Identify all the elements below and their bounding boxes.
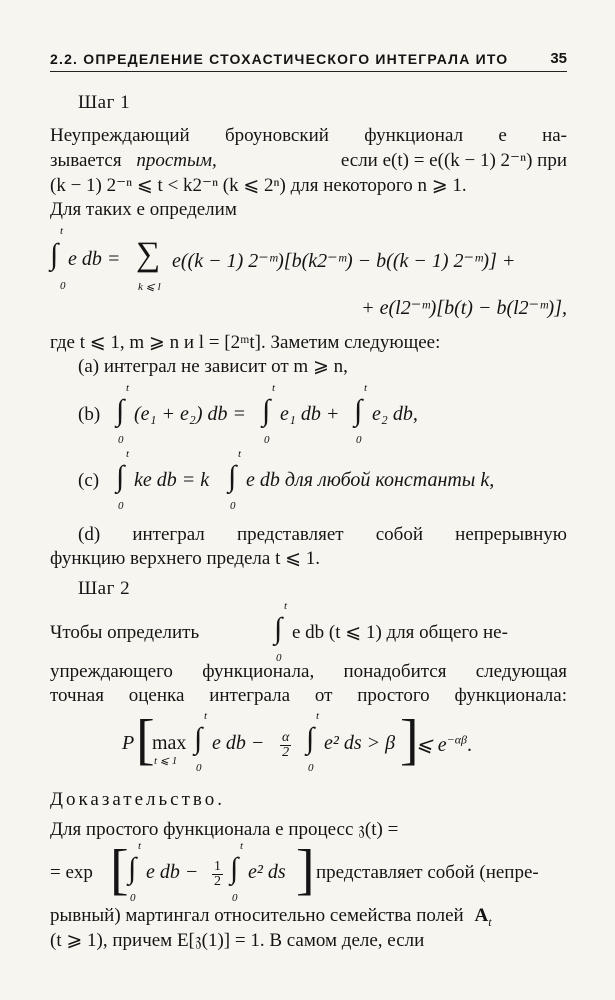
paragraph-4-line-4: (t ⩾ 1), причем E[𝔷(1)] = 1. В самом деле, если <box>50 930 425 951</box>
alpha-over-two: $\frac{\alpha}{2}$ <box>282 730 290 760</box>
probability-symbol: P <box>122 732 135 754</box>
property-b-term-2: e₁ db + <box>280 403 340 425</box>
integral-lower-limit: 0 <box>60 280 66 292</box>
paragraph-4-line-3: рывный) мартингал относительно семейства полей $A_t$ <box>50 905 492 929</box>
equation-lhs: e db = <box>68 248 121 270</box>
paragraph-3-line-2: упреждающего функционала, понадобится следующая <box>50 661 567 682</box>
right-bracket: ] <box>296 839 315 901</box>
equation-rhs-line-2: + e(l2⁻ᵐ)[b(t) − b(l2⁻ᵐ)], <box>361 297 567 319</box>
text-fragment: если e(t) = e((k − 1) 2⁻ⁿ) при <box>340 150 567 171</box>
chapter-title: 2.2. ОПРЕДЕЛЕНИЕ СТОХАСТИЧЕСКОГО ИНТЕГРАЛА ИТО <box>50 51 509 67</box>
paragraph-4-line-1: Для простого функционала e процесс 𝔷(t) = <box>50 819 399 840</box>
left-bracket: [ <box>110 839 129 901</box>
property-d-line-1: (d) интеграл представляет собой непрерывную <box>78 524 567 545</box>
exp-term-1: e db − <box>146 861 199 883</box>
text-fragment: = exp <box>50 862 93 883</box>
integral-sign: ∫ <box>50 238 59 271</box>
property-c-term-1: ke db = k <box>134 469 210 491</box>
equation-rhs-line-1: e((k − 1) 2⁻ᵐ)[b(k2⁻ᵐ) − b((k − 1) 2⁻ᵐ)] + <box>172 250 516 272</box>
inequality-rhs: ⩽ $e^{-\alpha\beta}$. <box>416 732 473 756</box>
property-c-label: (c) <box>78 470 100 491</box>
integral-sign: ∫ <box>116 460 125 493</box>
integral-sign: ∫ <box>194 722 203 755</box>
property-a: (a) интеграл не зависит от m ⩾ n, <box>78 356 348 377</box>
integral-sign: ∫ <box>262 394 271 427</box>
text-fragment: представляет собой (непре- <box>316 862 539 883</box>
summation-subscript: k ⩽ l <box>138 281 161 293</box>
max-subscript: t ⩽ 1 <box>154 755 178 767</box>
running-header <box>50 44 567 72</box>
left-bracket: [ <box>136 709 155 771</box>
summation-sign: ∑ <box>136 236 161 273</box>
inequality-term-1: e db − <box>212 732 265 754</box>
integral-sign: ∫ <box>306 722 315 755</box>
text-fragment: e db (t ⩽ 1) для общего не- <box>292 622 508 643</box>
paragraph-2-line-1: где t ⩽ 1, m ⩾ n и l = [2ᵐt]. Заметим следующее: <box>50 332 441 353</box>
exp-term-2: e² ds <box>248 861 286 883</box>
integral-sign: ∫ <box>228 460 237 493</box>
step-1-heading: Шаг 1 <box>78 92 131 113</box>
paragraph-1-line-2 <box>50 149 567 173</box>
inequality-term-2: e² ds > β <box>324 732 396 754</box>
property-b-label: (b) <box>78 404 101 425</box>
property-b-term-3: e₂ db, <box>372 403 418 425</box>
integral-sign: ∫ <box>354 394 363 427</box>
right-bracket: ] <box>400 709 419 771</box>
emphasized-term: простым, <box>136 150 217 171</box>
text-fragment: Чтобы определить <box>50 622 200 643</box>
max-operator: max <box>152 732 187 754</box>
property-b-term-1: (e₁ + e₂) db = <box>134 403 246 425</box>
property-d-line-2: функцию верхнего предела t ⩽ 1. <box>50 548 321 569</box>
integral-sign: ∫ <box>128 852 137 885</box>
integral-sign: ∫ <box>116 394 125 427</box>
paragraph-3-line-3: точная оценка интеграла от простого функционала: <box>50 685 567 706</box>
proof-heading: Доказательство. <box>50 789 225 810</box>
page-number: 35 <box>550 50 567 67</box>
paragraph-1-line-3: (k − 1) 2⁻ⁿ ⩽ t < k2⁻ⁿ (k ⩽ 2ⁿ) для некоторого n ⩾ 1. <box>50 175 467 196</box>
integral-sign: ∫ <box>274 612 283 645</box>
one-half: $\frac{1}{2}$ <box>214 859 221 889</box>
step-2-heading: Шаг 2 <box>78 578 131 599</box>
integral-upper-limit: t <box>60 225 64 237</box>
integral-sign: ∫ <box>230 852 239 885</box>
property-c-term-2: e db для любой константы k, <box>246 469 495 491</box>
paragraph-1-line-4: Для таких e определим <box>50 199 237 220</box>
book-page: 2.2. ОПРЕДЕЛЕНИЕ СТОХАСТИЧЕСКОГО ИНТЕГРАЛА ИТО 35 Шаг 1 Неупреждающий броуновский функционал e на- зывается простым, если e(t) = e((k − 1) 2⁻ⁿ) при (k − 1) 2⁻ⁿ ⩽ t < k2⁻ⁿ (k ⩽ 2ⁿ) для некоторого n ⩾ 1. Для таких e определим t ∫ 0 e db = ∑ k ⩽ l e((k − 1) 2⁻ᵐ)[b(k2⁻ᵐ) − b((k − 1) 2⁻ᵐ)] + + e(l2⁻ᵐ)[b(t) − b(l2⁻ᵐ)], где t ⩽ 1, m ⩾ n и l = [2ᵐt]. Заметим следующее: (a) интеграл не зависит от m ⩾ n, (b) t ∫ 0 (e₁ + e₂) db = t ∫ 0 e₁ db + t ∫ 0 e₂ db, (c) t ∫ 0 ke db = k t ∫ 0 e db для любой константы k, (d) интеграл представляет собой непрерывную функцию верхнего предела t ⩽ 1. Шаг 2 Чтобы определить t ∫ 0 e db (t ⩽ 1) для общего не- упреждающего функционала, понадобится следующая точная оценка интеграла от простого функционала: P [ max t ⩽ 1 t ∫ 0 e db − $\frac{\alpha}{2}$ t ∫ 0 e² ds > β ] ⩽ $e^{-\alpha\beta}$. Доказательство. Для простого функционала e процесс 𝔷(t) = = exp [ t ∫ 0 e db − $\frac{1}{2}$ t ∫ 0 e² ds ] представляет собой (непре- рывный) мартингал относительно семейства полей $A_t$ (t ⩾ 1), причем E[𝔷(1)] = 1. В самом деле, если <box>0 0 615 1000</box>
text-fragment: зывается <box>50 150 122 171</box>
paragraph-1-line-1: Неупреждающий броуновский функционал e на- <box>50 125 567 146</box>
